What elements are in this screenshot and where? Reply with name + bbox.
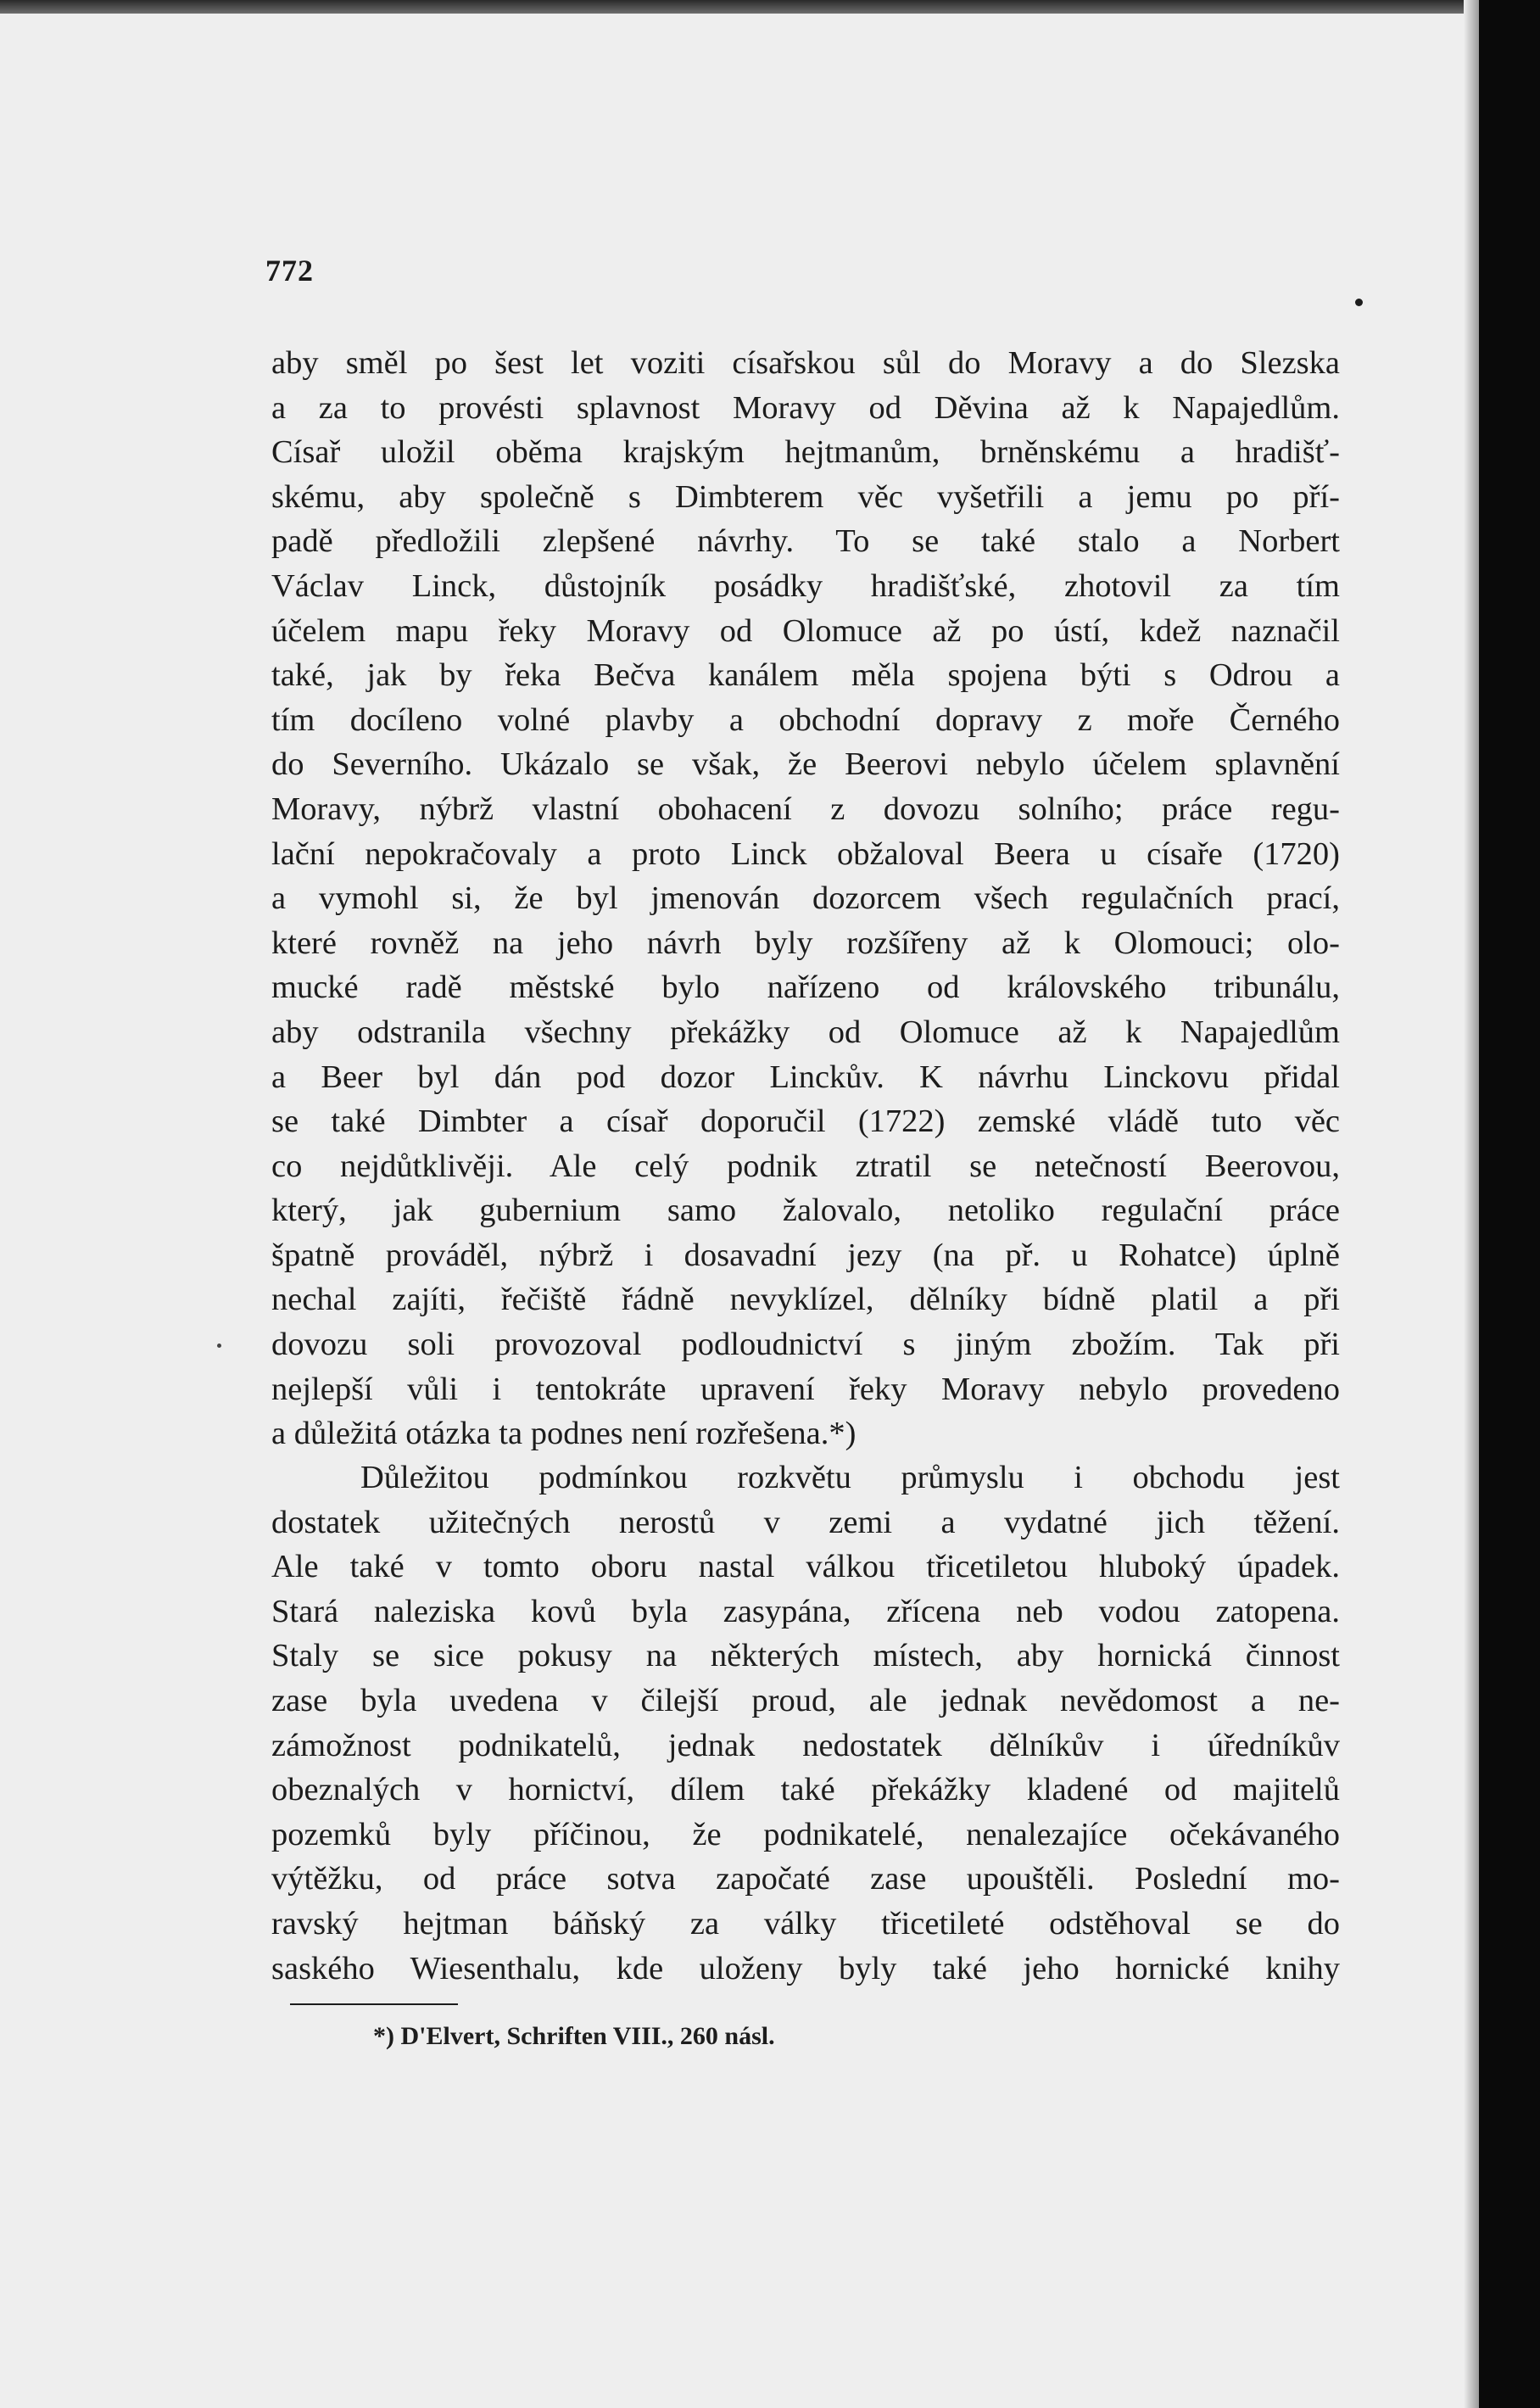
text-line: a za to provésti splavnost Moravy od Děvina až k Napajedlům. <box>271 389 1340 426</box>
text-line: Císař uložil oběma krajským hejtmanům, brněnskému a hradišť- <box>271 434 1340 471</box>
text-line: nechal zajíti, řečiště řádně nevyklízel, dělníky bídně platil a při <box>271 1282 1340 1318</box>
text-line: Staly se sice pokusy na některých místech, aby hornická činnost <box>271 1638 1340 1674</box>
scan-top-shadow <box>0 0 1540 14</box>
footnote: *) D'Elvert, Schriften VIII., 260 násl. <box>373 2022 775 2050</box>
text-line: obeznalých v hornictví, dílem také překážky kladené od majitelů <box>271 1772 1340 1808</box>
text-line: Ale také v tomto oboru nastal válkou třicetiletou hluboký úpadek. <box>271 1549 1340 1585</box>
text-line: dostatek užitečných nerostů v zemi a vydatné jich těžení. <box>271 1504 1340 1540</box>
text-line: a vymohl si, že byl jmenován dozorcem všech regulačních prací, <box>271 880 1340 917</box>
text-line: saského Wiesenthalu, kde uloženy byly také jeho hornické knihy <box>271 1950 1340 1986</box>
text-line: co nejdůtklivěji. Ale celý podnik ztratil se netečností Beerovou, <box>271 1148 1340 1184</box>
scan-page-edge <box>1464 0 1479 2408</box>
page-number: 772 <box>265 254 314 288</box>
text-line: padě předložili zlepšené návrhy. To se také stalo a Norbert <box>271 523 1340 560</box>
ink-speck <box>1355 299 1363 306</box>
text-line: účelem mapu řeky Moravy od Olomuce až po ústí, kdež naznačil <box>271 612 1340 649</box>
text-line: zase byla uvedena v čilejší proud, ale jednak nevědomost a ne- <box>271 1682 1340 1718</box>
text-line: a důležitá otázka ta podnes není rozřešena.*) <box>271 1416 856 1452</box>
text-line: nejlepší vůli i tentokráte upravení řeky Moravy nebylo provedeno <box>271 1371 1340 1407</box>
text-line: výtěžku, od práce sotva započaté zase upouštěli. Poslední mo- <box>271 1861 1340 1897</box>
text-line: zámožnost podnikatelů, jednak nedostatek dělníkův i úředníkův <box>271 1727 1340 1763</box>
text-line: který, jak gubernium samo žalovalo, netoliko regulační práce <box>271 1193 1340 1229</box>
text-line: se také Dimbter a císař doporučil (1722) zemské vládě tuto věc <box>271 1103 1340 1140</box>
text-line: špatně prováděl, nýbrž i dosavadní jezy (na př. u Rohatce) úplně <box>271 1237 1340 1273</box>
text-line: Stará naleziska kovů byla zasypána, zřícena neb vodou zatopena. <box>271 1593 1340 1629</box>
text-line: tím docíleno volné plavby a obchodní dopravy z moře Černého <box>271 701 1340 738</box>
scan-right-border <box>1479 0 1540 2408</box>
text-line: dovozu soli provozoval podloudnictví s jiným zbožím. Tak při <box>271 1327 1340 1363</box>
text-line: Václav Linck, důstojník posádky hradišťské, zhotovil za tím <box>271 567 1340 604</box>
paragraph-rivers <box>271 341 1340 1456</box>
text-line: mucké radě městské bylo nařízeno od královského tribunálu, <box>271 969 1340 1006</box>
text-line: skému, aby společně s Dimbterem věc vyšetřili a jemu po pří- <box>271 478 1340 515</box>
text-line: Moravy, nýbrž vlastní obohacení z dovozu solního; práce regu- <box>271 791 1340 827</box>
text-line: do Severního. Ukázalo se však, že Beerovi nebylo účelem splavnění <box>271 746 1340 783</box>
text-line: lační nepokračovaly a proto Linck obžaloval Beera u císaře (1720) <box>271 835 1340 872</box>
text-line: Důležitou podmínkou rozkvětu průmyslu i obchodu jest <box>360 1460 1340 1495</box>
text-line: také, jak by řeka Bečva kanálem měla spojena býti s Odrou a <box>271 657 1340 694</box>
paragraph-minerals <box>271 1455 1340 1991</box>
text-line: aby odstranila všechny překážky od Olomuce až k Napajedlům <box>271 1014 1340 1050</box>
ink-speck <box>217 1344 221 1348</box>
text-line: ravský hejtman báňský za války třicetileté odstěhoval se do <box>271 1905 1340 1941</box>
text-line: aby směl po šest let voziti císařskou sůl do Moravy a do Slezska <box>271 345 1340 381</box>
footnote-divider <box>290 2003 458 2005</box>
text-line: a Beer byl dán pod dozor Linckův. K návrhu Linckovu přidal <box>271 1059 1340 1095</box>
text-line: které rovněž na jeho návrh byly rozšířeny až k Olomouci; olo- <box>271 925 1340 961</box>
text-line: pozemků byly příčinou, že podnikatelé, nenalezajíce očekávaného <box>271 1816 1340 1852</box>
